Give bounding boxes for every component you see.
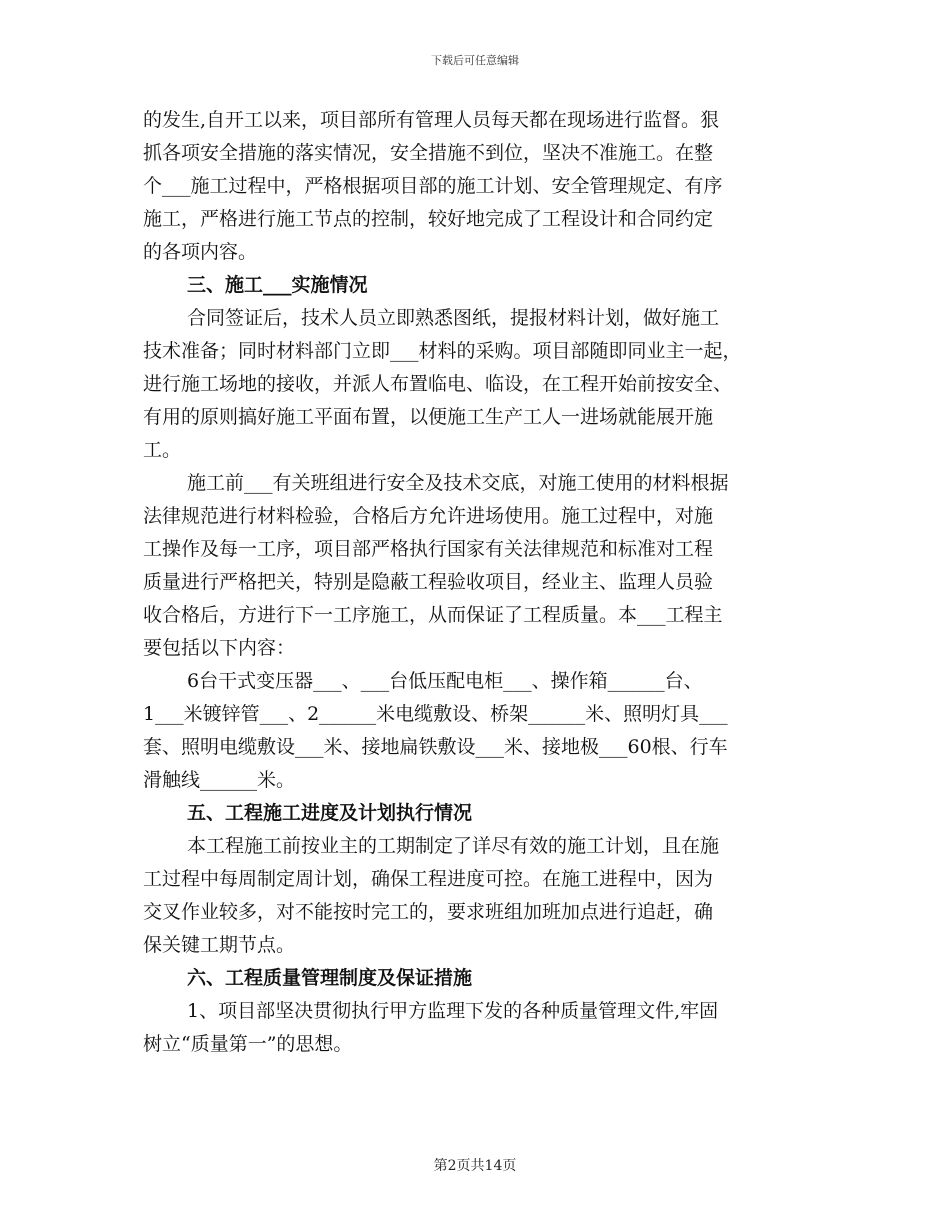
paragraph-line: 合同签证后，技术人员立即熟悉图纸，提报材料计划，做好施工 [187, 307, 720, 329]
paragraph-line: 套、照明电缆敷设___米、接地扁铁敷设___米、接地极___60根、行车 [143, 736, 728, 758]
paragraph-line: 工操作及每一工序，项目部严格执行国家有关法律规范和标准对工程 [143, 538, 714, 560]
paragraph-line: 保关键工期节点。 [143, 934, 296, 956]
paragraph-line: 1___米镀锌管___、2______米电缆敷设、桥架______米、照明灯具___ [143, 703, 728, 725]
section-heading: 五、工程施工进度及计划执行情况 [187, 802, 473, 824]
paragraph-line: 本工程施工前按业主的工期制定了详尽有效的施工计划，且在施 [187, 835, 720, 857]
page-header: 下载后可任意编辑 [431, 54, 519, 67]
paragraph-line: 质量进行严格把关，特别是隐蔽工程验收项目，经业主、监理人员验 [143, 571, 714, 593]
paragraph-line: 施工前___有关班组进行安全及技术交底，对施工使用的材料根据 [187, 472, 729, 494]
paragraph-line: 技术准备；同时材料部门立即___材料的采购。项目部随即同业主一起， [143, 340, 742, 362]
paragraph-line: 树立“质量第一”的思想。 [143, 1033, 353, 1055]
paragraph-line: 的各项内容。 [143, 241, 258, 263]
paragraph-line: 抓各项安全措施的落实情况，安全措施不到位，坚决不准施工。在整 [143, 142, 714, 164]
paragraph-line: 1、项目部坚决贯彻执行甲方监理下发的各种质量管理文件,牢固 [187, 1000, 719, 1022]
paragraph-line: 收合格后，方进行下一工序施工，从而保证了工程质量。本___工程主 [143, 604, 723, 626]
paragraph-line: 6台干式变压器___、___台低压配电柜___、操作箱______台、 [187, 670, 703, 692]
section-heading: 六、工程质量管理制度及保证措施 [187, 967, 473, 989]
paragraph-line: 工过程中每周制定周计划，确保工程进度可控。在施工进程中，因为 [143, 868, 714, 890]
section-heading: 三、施工___实施情况 [187, 274, 368, 296]
paragraph-line: 法律规范进行材料检验，合格后方允许进场使用。施工过程中，对施 [143, 505, 714, 527]
page-number: 第2页共14页 [433, 1158, 517, 1174]
paragraph-line: 滑触线______米。 [143, 769, 296, 791]
paragraph-line: 施工，严格进行施工节点的控制，较好地完成了工程设计和合同约定 [143, 208, 714, 230]
paragraph-line: 交叉作业较多，对不能按时完工的，要求班组加班加点进行追赶，确 [143, 901, 714, 923]
paragraph-line: 个___施工过程中，严格根据项目部的施工计划、安全管理规定、有序 [143, 175, 723, 197]
paragraph-line: 要包括以下内容： [143, 637, 296, 659]
document-body [143, 104, 808, 1061]
paragraph-line: 进行施工场地的接收，并派人布置临电、临设，在工程开始前按安全、 [143, 373, 733, 395]
paragraph-line: 有用的原则搞好施工平面布置，以便施工生产工人一进场就能展开施 [143, 406, 714, 428]
paragraph-line: 工。 [143, 439, 182, 461]
paragraph-line: 的发生,自开工以来，项目部所有管理人员每天都在现场进行监督。狠 [143, 109, 720, 131]
